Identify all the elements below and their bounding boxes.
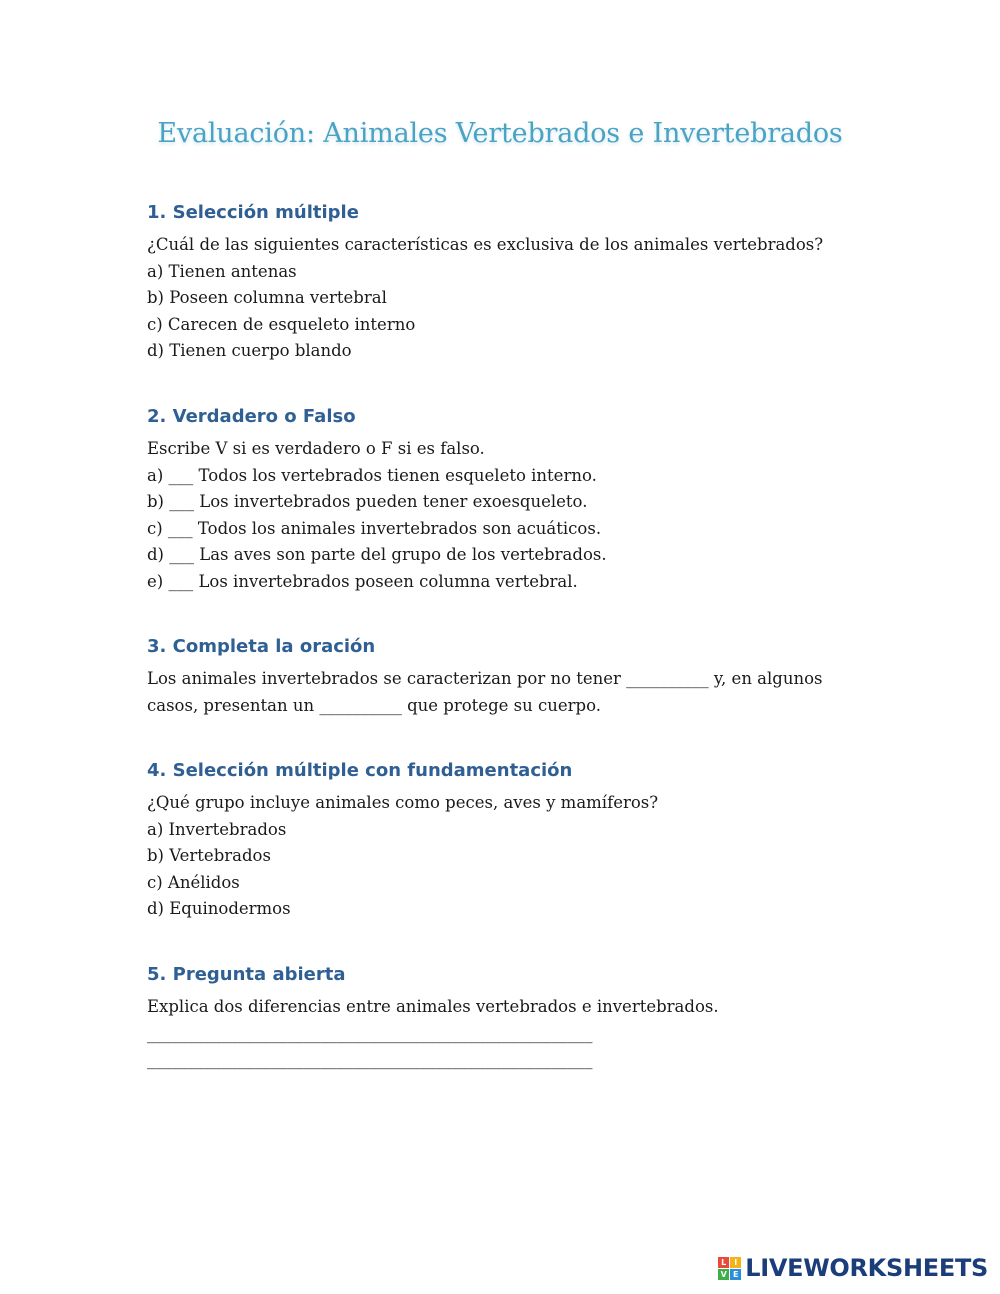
section-heading: 5. Pregunta abierta bbox=[147, 964, 346, 985]
fill-in-sentence: Los animales invertebrados se caracterizan por no tener __________ y, en algunos casos, presentan un __________ que protege su cuerpo. bbox=[147, 669, 823, 715]
section-multiple-choice-justification bbox=[147, 760, 847, 923]
page-title: Evaluación: Animales Vertebrados e Invertebrados bbox=[157, 118, 843, 149]
question-prompt: Explica dos diferencias entre animales vertebrados e invertebrados. bbox=[147, 997, 719, 1016]
option-b: b) Poseen columna vertebral bbox=[147, 288, 387, 307]
question-prompt: Escribe V si es verdadero o F si es falso. bbox=[147, 439, 485, 458]
section-complete-sentence bbox=[147, 636, 847, 719]
statement-a: a) ___ Todos los vertebrados tienen esqueleto interno. bbox=[147, 465, 597, 485]
option-c: c) Anélidos bbox=[147, 872, 240, 892]
logo-mark-letter: E bbox=[730, 1269, 741, 1280]
logo-mark-letter: V bbox=[718, 1269, 729, 1280]
option-c: c) Carecen de esqueleto interno bbox=[147, 314, 416, 334]
section-heading: 3. Completa la oración bbox=[147, 636, 376, 657]
section-heading: 1. Selección múltiple bbox=[147, 202, 359, 223]
logo-text: LIVEWORKSHEETS bbox=[745, 1254, 988, 1282]
logo-mark-letter: L bbox=[718, 1257, 729, 1268]
logo-mark-icon bbox=[718, 1257, 741, 1280]
section-multiple-choice bbox=[147, 202, 847, 365]
answer-line: ______________________________________________________ bbox=[147, 1050, 593, 1069]
question-prompt: ¿Qué grupo incluye animales como peces, aves y mamíferos? bbox=[147, 793, 659, 812]
section-open-question bbox=[147, 964, 847, 1074]
option-a: a) Invertebrados bbox=[147, 819, 287, 839]
section-true-false bbox=[147, 406, 847, 595]
section-heading: 4. Selección múltiple con fundamentación bbox=[147, 760, 573, 781]
question-prompt: ¿Cuál de las siguientes características es exclusiva de los animales vertebrados? bbox=[147, 235, 824, 254]
option-d: d) Equinodermos bbox=[147, 899, 291, 918]
option-d: d) Tienen cuerpo blando bbox=[147, 341, 352, 360]
option-b: b) Vertebrados bbox=[147, 846, 271, 865]
statement-b: b) ___ Los invertebrados pueden tener exoesqueleto. bbox=[147, 492, 588, 511]
statement-d: d) ___ Las aves son parte del grupo de los vertebrados. bbox=[147, 545, 607, 564]
option-a: a) Tienen antenas bbox=[147, 261, 297, 281]
statement-e: e) ___ Los invertebrados poseen columna vertebral. bbox=[147, 571, 578, 591]
answer-line: ______________________________________________________ bbox=[147, 1023, 593, 1043]
section-heading: 2. Verdadero o Falso bbox=[147, 406, 356, 427]
logo-mark-letter: I bbox=[730, 1257, 741, 1268]
statement-c: c) ___ Todos los animales invertebrados son acuáticos. bbox=[147, 518, 602, 538]
liveworksheets-logo bbox=[718, 1254, 988, 1282]
